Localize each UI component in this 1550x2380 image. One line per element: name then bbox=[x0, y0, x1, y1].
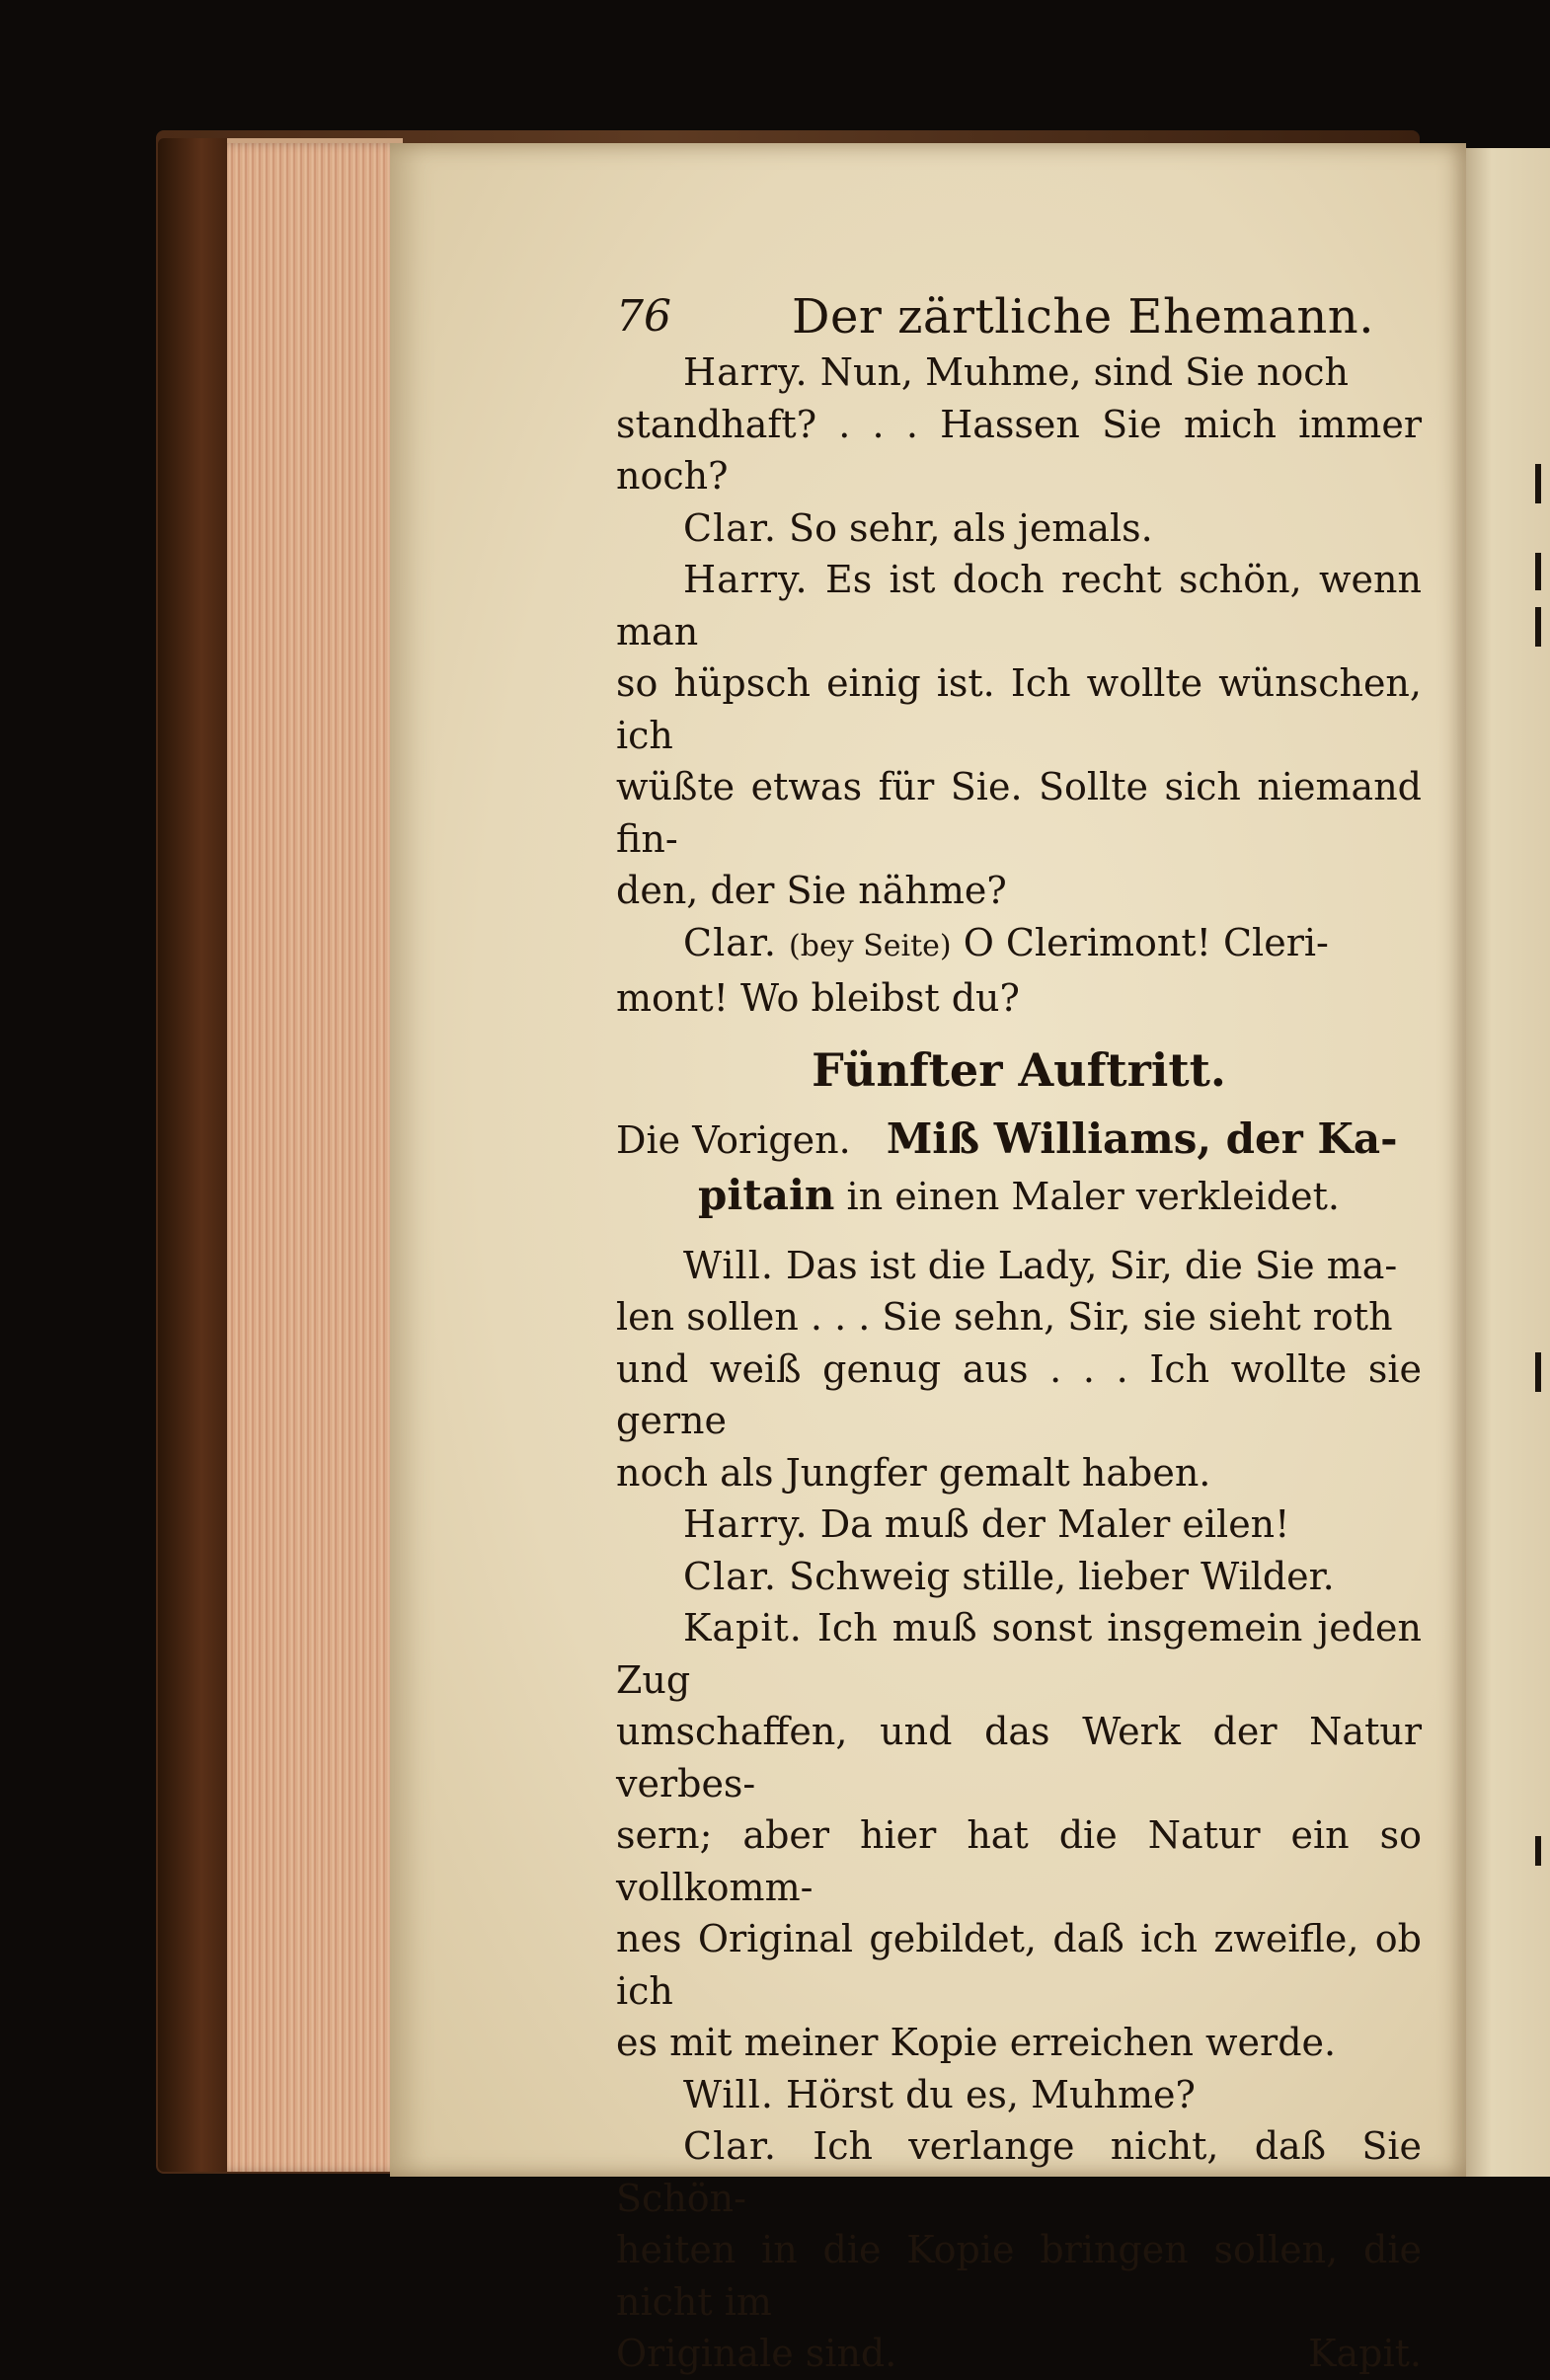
dialogue-line: Clar. Schweig stille, lieber Wilder. bbox=[683, 1554, 1335, 1598]
page-text bbox=[616, 281, 1422, 2380]
speaker-name: Kapit. bbox=[683, 1606, 803, 1650]
dialogue-line: Will. Das ist die Lady, Sir, die Sie ma- bbox=[683, 1243, 1398, 1287]
dialogue-line: umschaffen, und das Werk der Natur verbes- bbox=[616, 1710, 1422, 1805]
dialogue-line: Harry. Nun, Muhme, sind Sie noch bbox=[683, 350, 1350, 394]
speaker-name: Clar. bbox=[683, 505, 777, 550]
dialogue-line: Originale sind. bbox=[616, 2332, 897, 2375]
dialogue-line: len sollen . . . Sie sehn, Sir, sie sieht roth bbox=[616, 1295, 1393, 1339]
cast-list: pitain in einen Maler verkleidet. bbox=[698, 1170, 1340, 1219]
dialogue-line: standhaft? . . . Hassen Sie mich immer noch? bbox=[616, 402, 1422, 498]
speaker-name: Will. bbox=[683, 1243, 774, 1287]
speaker-name: Will. bbox=[683, 2072, 774, 2116]
dialogue-line: Kapit. Ich muß sonst insgemein jeden Zug bbox=[616, 1606, 1422, 1702]
dialogue-line: und weiß genug aus . . . Ich wollte sie gerne bbox=[616, 1346, 1422, 1442]
running-header bbox=[616, 281, 1422, 346]
page-number: 76 bbox=[616, 291, 671, 342]
dialogue-line: so hüpsch einig ist. Ich wollte wünschen, ich bbox=[616, 661, 1422, 757]
dialogue-line: Harry. Es ist doch recht schön, wenn man bbox=[616, 558, 1422, 653]
speaker-name: Clar. bbox=[683, 920, 777, 964]
running-title: Der zärtliche Ehemann. bbox=[792, 289, 1374, 345]
speaker-name: Clar. bbox=[683, 2124, 777, 2168]
right-page-text-fragment bbox=[1535, 1352, 1541, 1392]
cast-list: Die Vorigen. Miß Williams, der Ka- bbox=[616, 1113, 1398, 1163]
dialogue-line: Clar. Ich verlange nicht, daß Sie Schön- bbox=[616, 2124, 1422, 2220]
scene-heading: Fünfter Auftritt. bbox=[812, 1042, 1226, 1097]
catchword: Kapit. bbox=[1308, 2332, 1422, 2375]
dialogue-line: den, der Sie nähme? bbox=[616, 869, 1007, 912]
speaker-name: Harry. bbox=[683, 558, 809, 601]
stage-direction: (bey Seite) bbox=[789, 928, 952, 963]
dialogue-line: heiten in die Kopie bringen sollen, die nicht im bbox=[616, 2228, 1422, 2324]
right-page-text-fragment bbox=[1535, 464, 1541, 503]
dialogue-line: Harry. Da muß der Maler eilen! bbox=[683, 1502, 1290, 1546]
dialogue-line: sern; aber hier hat die Natur ein so vollkomm- bbox=[616, 1813, 1422, 1909]
dialogue-line: nes Original gebildet, daß ich zweifle, ob ich bbox=[616, 1917, 1422, 2013]
right-page-text-fragment bbox=[1535, 553, 1541, 590]
dialogue-line: Clar. (bey Seite) O Clerimont! Cleri- bbox=[683, 920, 1329, 964]
dialogue-line: Clar. So sehr, als jemals. bbox=[683, 505, 1153, 550]
speaker-name: Harry. bbox=[683, 1502, 809, 1546]
last-line-with-catchword bbox=[616, 2328, 1422, 2380]
dialogue-line: es mit meiner Kopie erreichen werde. bbox=[616, 2021, 1337, 2064]
right-page-text-fragment bbox=[1535, 1836, 1541, 1866]
book-page-right-edge bbox=[1466, 148, 1550, 2177]
page-edges bbox=[227, 143, 403, 2172]
dialogue-line: mont! Wo bleibst du? bbox=[616, 976, 1020, 1020]
dialogue-line: wüßte etwas für Sie. Sollte sich niemand fin- bbox=[616, 765, 1422, 861]
speaker-name: Harry. bbox=[683, 350, 809, 394]
right-page-text-fragment bbox=[1535, 607, 1541, 647]
dialogue-line: Will. Hörst du es, Muhme? bbox=[683, 2072, 1196, 2116]
book-spine bbox=[158, 138, 237, 2172]
speaker-name: Clar. bbox=[683, 1554, 777, 1598]
dialogue-line: noch als Jungfer gemalt haben. bbox=[616, 1450, 1211, 1495]
